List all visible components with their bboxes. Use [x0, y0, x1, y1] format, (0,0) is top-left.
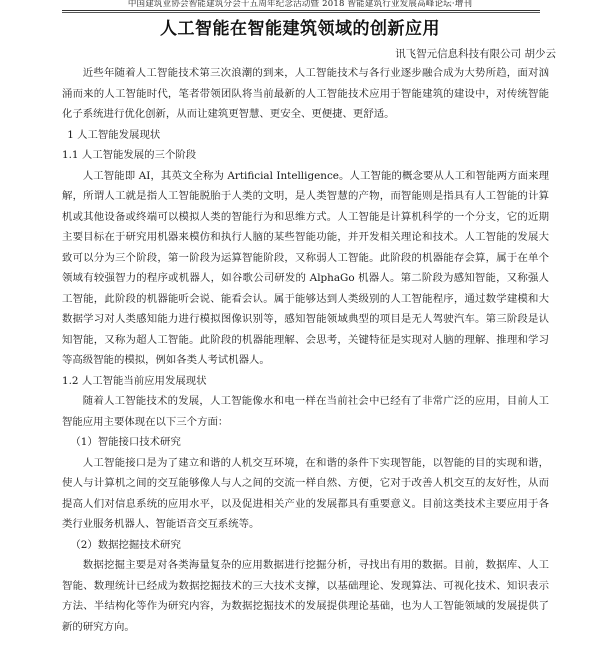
section-1-1-paragraph: 人工智能即 AI，其英文全称为 Artificial Intelligence。人工智能的概念要从人工和智能两方面来理解，所谓人工就是指人工智能脱胎于人类的文明，是人类智慧的产物，而智能则是指具有人工智能的计算机或其他设备或终端可以模拟人类的智能行为和思维方式。人工智能是计算机科学的一个分支，它的近期主要目标在于研究用机器来模仿和执行人脑的某些智能功能，并开发相关理论和技术。人工智能的发展大致可以分为三个阶段，第一阶段为运算智能阶段，又称弱人工智能。此阶段的机器能存会算，属于在单个领域有较强智力的程序或机器人，如谷歌公司研发的 AlphaGo 机器人。第二阶段为感知智能，又称强人工智能，此阶段的机器能听会说、能看会认。属于能够达到人类级别的人工智能程序，通过数学建模和大数据学习对人类感知能力进行模拟图像识别等，感知智能领域典型的项目是无人驾驶汽车。第三阶段是认知智能，又称为超人工智能。此阶段的机器能理解、会思考，关键特征是实现对人脑的理解、推理和学习等高级智能的模拟，例如各类人考试机器人。 [62, 169, 549, 366]
section-1-2-paragraph: 随着人工智能技术的发展，人工智能像水和电一样在当前社会中已经有了非常广泛的应用，目前人工智能应用主要体现在以下三个方面： [62, 395, 549, 428]
paper-title: 人工智能在智能建筑领域的创新应用 [160, 19, 440, 39]
section-1-2-heading: 1.2 人工智能当前应用发展现状 [62, 374, 207, 387]
running-header: 中国建筑业协会智能建筑分会十五周年纪念活动暨 2018 智能建筑行业发展高峰论坛·增刊 [127, 0, 473, 9]
header-rule [62, 10, 540, 11]
author-affiliation: 讯飞智元信息科技有限公司 胡少云 [395, 48, 556, 60]
item-2-heading: （2）数据挖掘技术研究 [70, 538, 181, 551]
section-1-heading: 1 人工智能发展现状 [67, 128, 161, 141]
item-1-paragraph: 人工智能接口是为了建立和谐的人机交互环境，在和谐的条件下实现智能，以智能的目的实现和谐，使人与计算机之间的交互能够像人与人之间的交流一样自然、方便，它对于改善人机交互的友好性，从而提高人们对信息系统的应用水平，以及促进相关产业的发展都具有重要意义。目前这类技术主要应用于各类行业服务机器人、智能语音交互系统等。 [62, 456, 549, 530]
item-1-heading: （1）智能接口技术研究 [70, 436, 181, 448]
item-2-paragraph: 数据挖掘主要是对各类海量复杂的应用数据进行挖掘分析，寻找出有用的数据。目前，数据库、人工智能、数理统计已经成为数据挖掘技术的三大技术支撑，以基础理论、发现算法、可视化技术、知识表示方法、半结构化等作为研究内容，为数据挖掘技术的发展提供理论基础，也为人工智能领域的发展提供了新的研究方向。 [62, 559, 549, 633]
section-1-1-heading: 1.1 人工智能发展的三个阶段 [62, 149, 197, 161]
intro-paragraph: 近些年随着人工智能技术第三次浪潮的到来，人工智能技术与各行业逐步融合成为大势所趋，面对汹涌而来的人工智能时代，笔者带领团队将当前最新的人工智能技术应用于智能建筑的建设中，对传统智能化子系统进行优化创新，从而让建筑更智慧、更安全、更便捷、更舒适。 [62, 67, 549, 120]
paper-body [62, 63, 549, 637]
header-rule-thin [62, 12, 540, 13]
